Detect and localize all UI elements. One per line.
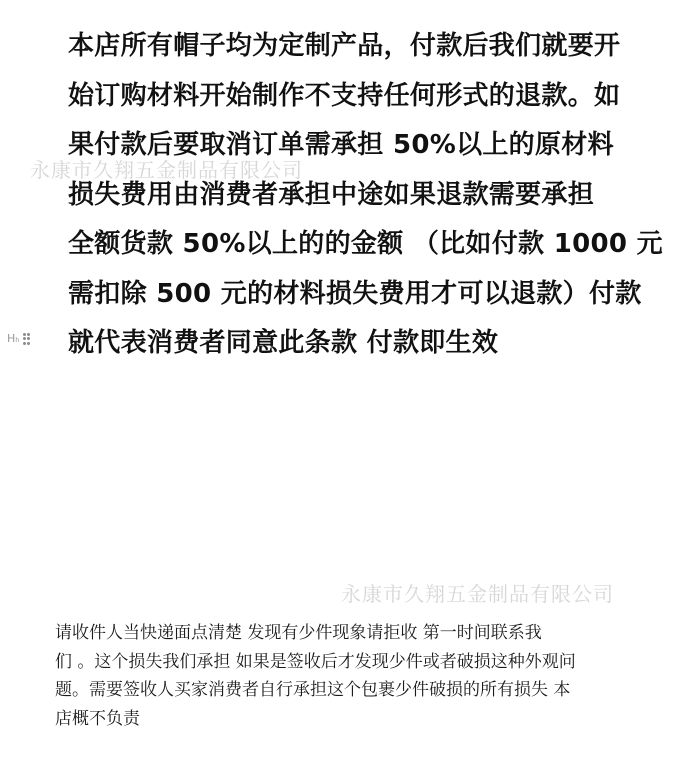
heading-drag-handle[interactable] <box>7 332 30 345</box>
refund-notice-line: 损失费用由消费者承担中途如果退款需要承担 <box>68 179 595 210</box>
refund-notice <box>68 22 663 369</box>
company-watermark: 永康市久翔五金制品有限公司 <box>341 582 614 606</box>
shipping-notice-line: 请收件人当快递面点清楚 发现有少件现象请拒收 第一时间联系我 <box>55 623 542 643</box>
heading-level-label: Hₕ <box>7 332 20 345</box>
drag-handle-icon <box>23 333 31 345</box>
company-watermark: 永康市久翔五金制品有限公司 <box>30 158 303 182</box>
refund-notice-line: 就代表消费者同意此条款 付款即生效 <box>68 328 499 358</box>
refund-notice-line: 需扣除 500 元的材料损失费用才可以退款）付款 <box>68 278 642 309</box>
shipping-notice-line: 们 。这个损失我们承担 如果是签收后才发现少件或者破损这种外观问 <box>55 651 576 672</box>
refund-notice-line: 始订购材料开始制作不支持任何形式的退款。如 <box>68 80 621 111</box>
shipping-notice <box>55 619 665 733</box>
shipping-notice-line: 题。需要签收人买家消费者自行承担这个包裹少件破损的所有损失 本 <box>55 680 571 700</box>
refund-notice-line: 果付款后要取消订单需承担 50%以上的原材料 <box>68 130 614 160</box>
shipping-notice-line: 店概不负责 <box>55 708 140 729</box>
refund-notice-line: 本店所有帽子均为定制产品，付款后我们就要开 <box>68 31 621 61</box>
refund-notice-line: 全额货款 50%以上的的金额 （比如付款 1000 元 <box>68 229 663 259</box>
